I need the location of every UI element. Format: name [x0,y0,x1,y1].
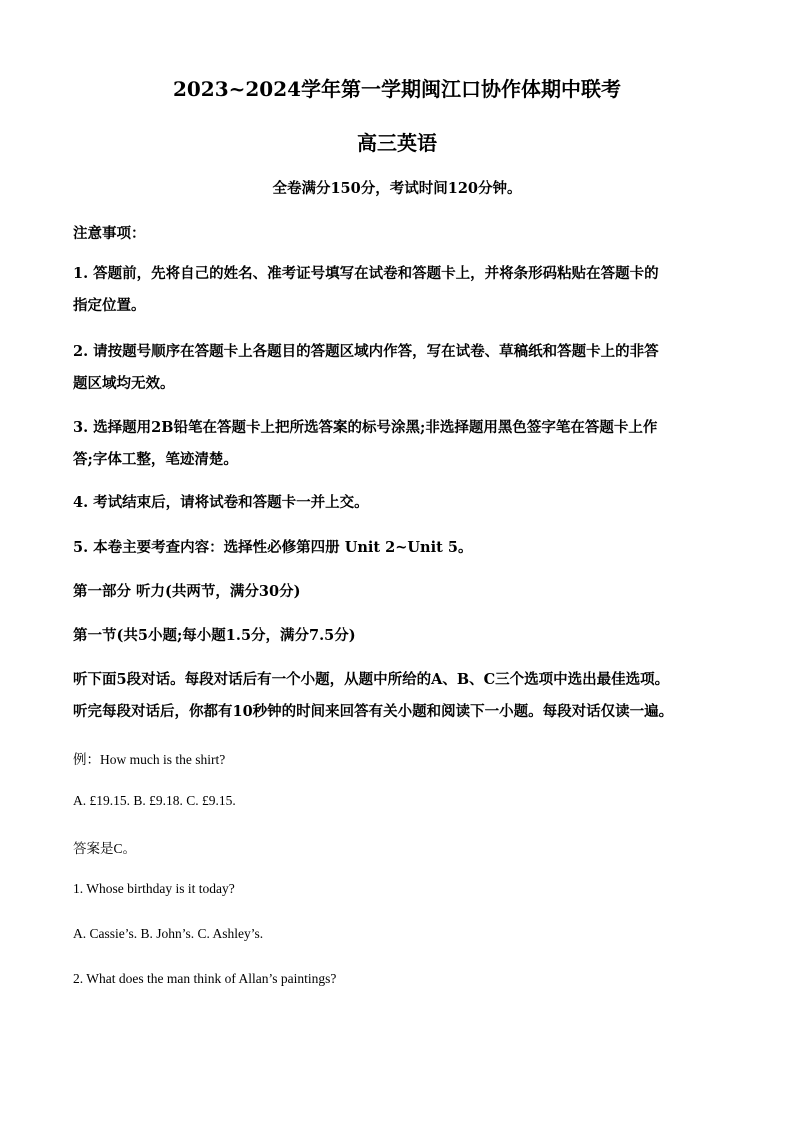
section1-heading: 第一节(共5小题;每小题1.5分，满分7.5分) [73,627,356,644]
instructions-line-1: 听下面5段对话。每段对话后有一个小题，从题中所给的A、B、C三个选项中选出最佳选项。 [73,671,670,688]
example-options: A. £19.15. B. £9.18. C. £9.15. [73,793,236,808]
notice-heading: 注意事项： [73,225,146,242]
listening-instructions [73,664,733,728]
example-answer: 答案是C。 [73,841,137,856]
exam-subject: 高三英语 [357,131,437,155]
score-info: 全卷满分150分，考试时间120分钟。 [272,180,522,197]
question-1: 1. Whose birthday is it today? [73,881,235,896]
notice-item-4: 4. 考试结束后，请将试卷和答题卡一并上交。 [73,494,369,511]
question-1-options: A. Cassie’s. B. John’s. C. Ashley’s. [73,926,264,941]
part1-heading: 第一部分 听力(共两节，满分30分) [73,583,301,600]
notice-item-1-line-2: 指定位置。 [73,297,146,314]
notice-item-2-line-2: 题区域均无效。 [73,375,175,392]
notice-item-3-line-2: 答;字体工整，笔迹清楚。 [73,451,238,468]
notice-item-3-line-1: 3. 选择题用2B铅笔在答题卡上把所选答案的标号涂黑;非选择题用黑色签字笔在答题卡上作 [73,419,658,436]
exam-title: 2023~2024学年第一学期闽江口协作体期中联考 [172,77,622,101]
notice-item-2 [73,336,733,400]
example-question: 例：How much is the shirt? [73,752,226,767]
instructions-line-2: 听完每段对话后，你都有10秒钟的时间来回答有关小题和阅读下一小题。每段对话仅读一遍。 [73,703,674,720]
notice-item-1-line-1: 1. 答题前，先将自己的姓名、准考证号填写在试卷和答题卡上，并将条形码粘贴在答题卡的 [73,265,659,282]
notice-item-1 [73,258,733,322]
notice-item-5: 5. 本卷主要考查内容：选择性必修第四册 Unit 2~Unit 5。 [73,539,473,556]
notice-item-2-line-1: 2. 请按题号顺序在答题卡上各题目的答题区域内作答，写在试卷、草稿纸和答题卡上的非答 [73,343,659,360]
notice-item-3 [73,412,733,476]
question-2: 2. What does the man think of Allan’s paintings? [73,971,337,986]
